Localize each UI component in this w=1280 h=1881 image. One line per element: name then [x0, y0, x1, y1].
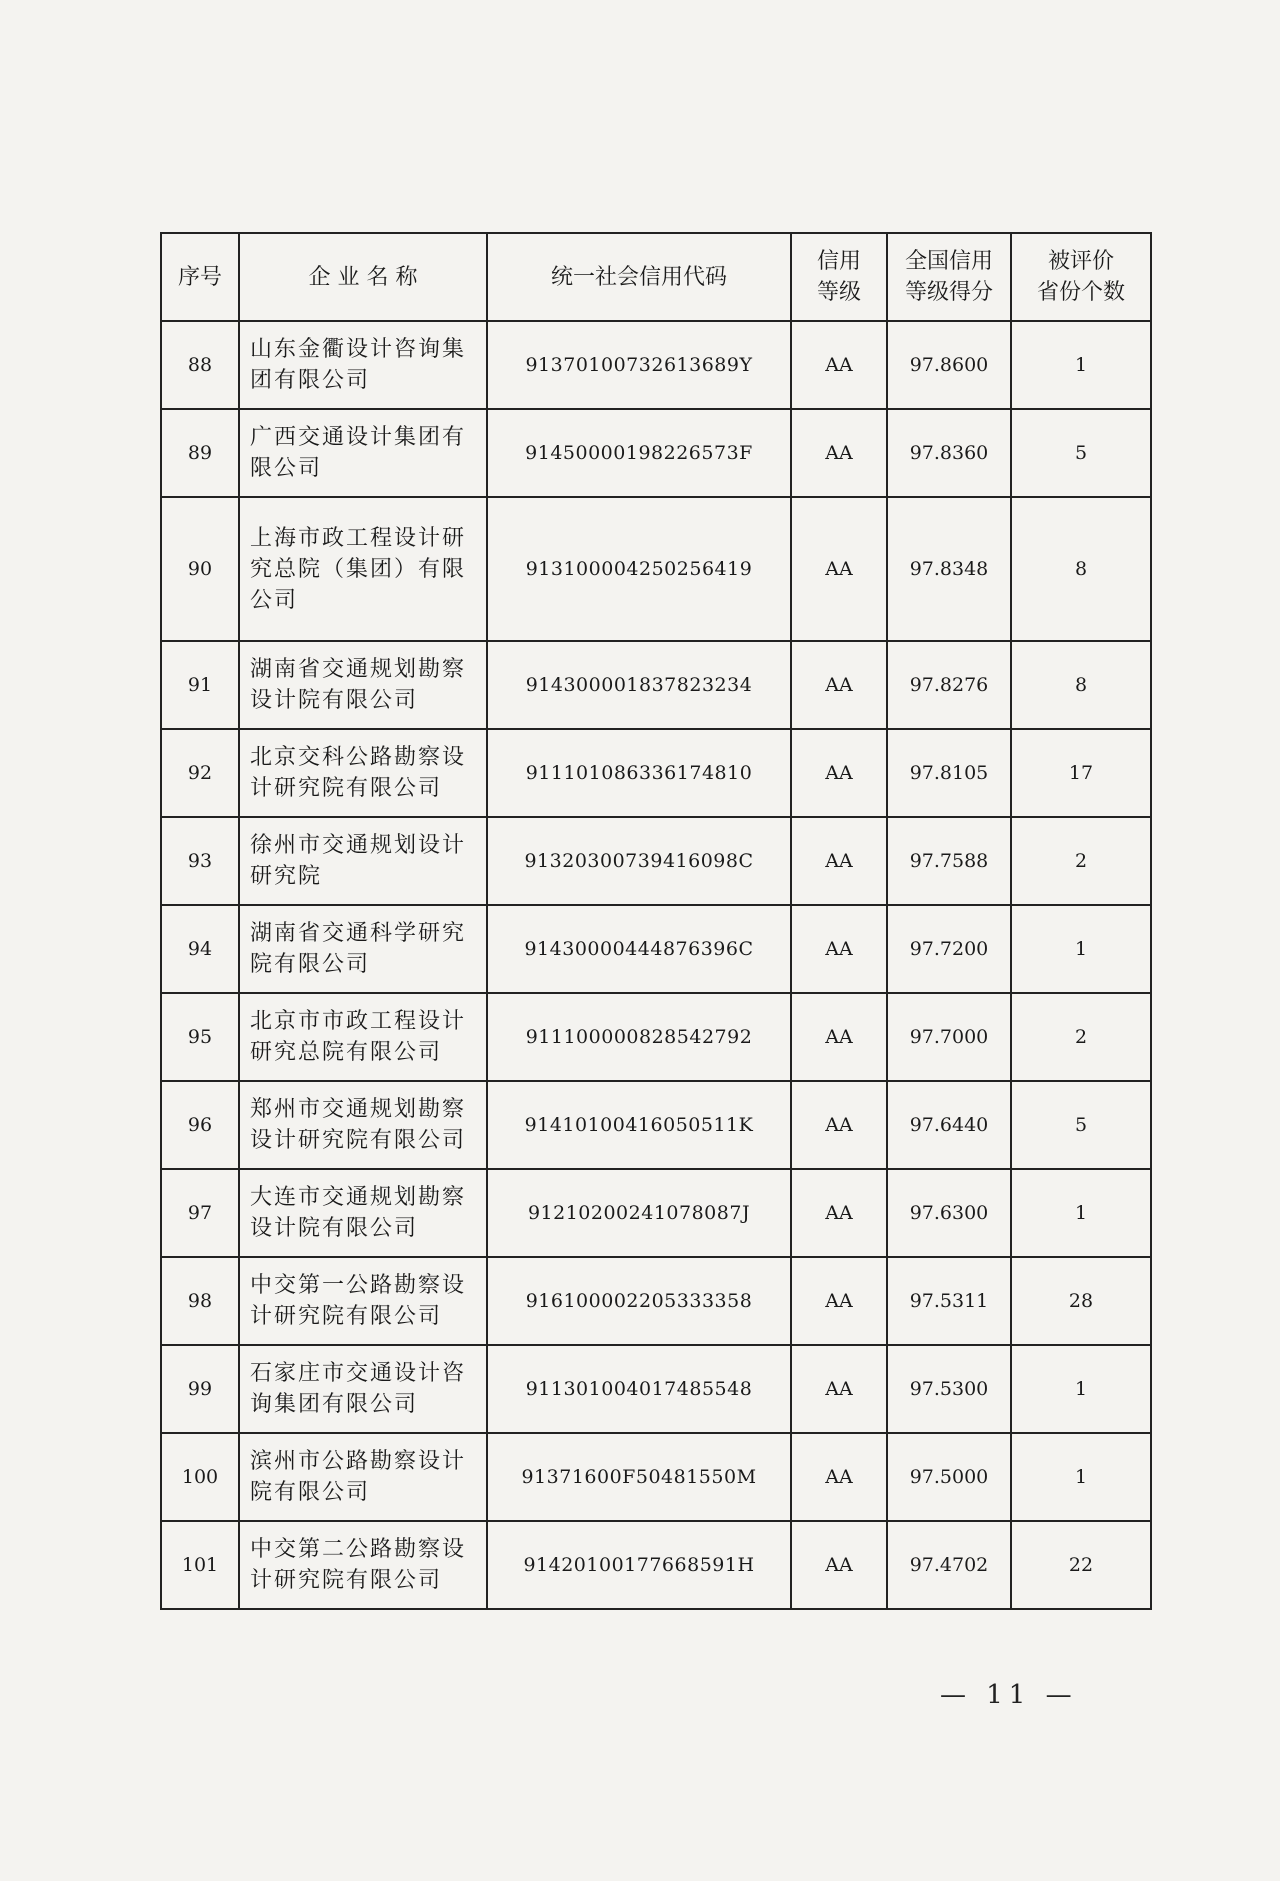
cell-name: 北京市市政工程设计研究总院有限公司: [239, 993, 487, 1081]
cell-score: 97.8600: [887, 321, 1011, 409]
cell-seq: 96: [161, 1081, 239, 1169]
header-score: [887, 233, 1011, 321]
cell-score: 97.7200: [887, 905, 1011, 993]
cell-grade: AA: [791, 641, 887, 729]
cell-provinces: 5: [1011, 409, 1151, 497]
table-header-row: [161, 233, 1151, 321]
enterprise-credit-table: [160, 232, 1152, 1610]
cell-code: 91370100732613689Y: [487, 321, 791, 409]
cell-provinces: 22: [1011, 1521, 1151, 1609]
cell-grade: AA: [791, 817, 887, 905]
cell-name: 湖南省交通科学研究院有限公司: [239, 905, 487, 993]
cell-provinces: 8: [1011, 497, 1151, 641]
cell-provinces: 5: [1011, 1081, 1151, 1169]
cell-name: 中交第二公路勘察设计研究院有限公司: [239, 1521, 487, 1609]
cell-grade: AA: [791, 1433, 887, 1521]
cell-name: 广西交通设计集团有限公司: [239, 409, 487, 497]
cell-grade: AA: [791, 993, 887, 1081]
cell-provinces: 2: [1011, 817, 1151, 905]
cell-name: 滨州市公路勘察设计院有限公司: [239, 1433, 487, 1521]
cell-grade: AA: [791, 409, 887, 497]
cell-grade: AA: [791, 905, 887, 993]
cell-seq: 88: [161, 321, 239, 409]
cell-code: 916100002205333358: [487, 1257, 791, 1345]
cell-grade: AA: [791, 1257, 887, 1345]
table-row: [161, 1081, 1151, 1169]
cell-score: 97.7000: [887, 993, 1011, 1081]
cell-grade: AA: [791, 1521, 887, 1609]
header-score-line2: 等级得分: [904, 280, 993, 305]
header-grade-line2: 等级: [816, 280, 861, 305]
cell-provinces: 1: [1011, 1169, 1151, 1257]
cell-provinces: 1: [1011, 905, 1151, 993]
table-row: [161, 1257, 1151, 1345]
cell-grade: AA: [791, 1345, 887, 1433]
table-row: [161, 1433, 1151, 1521]
header-name: 企 业 名 称: [239, 233, 487, 321]
cell-seq: 90: [161, 497, 239, 641]
cell-code: 911100000828542792: [487, 993, 791, 1081]
table-row: [161, 905, 1151, 993]
cell-name: 上海市政工程设计研究总院（集团）有限公司: [239, 497, 487, 641]
header-provinces-line1: 被评价: [1047, 249, 1114, 274]
cell-seq: 99: [161, 1345, 239, 1433]
cell-provinces: 17: [1011, 729, 1151, 817]
table-row: [161, 1521, 1151, 1609]
cell-name: 中交第一公路勘察设计研究院有限公司: [239, 1257, 487, 1345]
cell-score: 97.8360: [887, 409, 1011, 497]
cell-name: 徐州市交通规划设计研究院: [239, 817, 487, 905]
cell-provinces: 1: [1011, 321, 1151, 409]
cell-score: 97.6300: [887, 1169, 1011, 1257]
header-grade: [791, 233, 887, 321]
cell-name: 石家庄市交通设计咨询集团有限公司: [239, 1345, 487, 1433]
cell-seq: 95: [161, 993, 239, 1081]
cell-seq: 94: [161, 905, 239, 993]
header-provinces: [1011, 233, 1151, 321]
cell-seq: 97: [161, 1169, 239, 1257]
cell-code: 91450000198226573F: [487, 409, 791, 497]
cell-name: 郑州市交通规划勘察设计研究院有限公司: [239, 1081, 487, 1169]
table-row: [161, 729, 1151, 817]
cell-code: 91410100416050511K: [487, 1081, 791, 1169]
table-row: [161, 641, 1151, 729]
cell-seq: 91: [161, 641, 239, 729]
cell-provinces: 28: [1011, 1257, 1151, 1345]
cell-provinces: 1: [1011, 1345, 1151, 1433]
cell-grade: AA: [791, 729, 887, 817]
cell-name: 山东金衢设计咨询集团有限公司: [239, 321, 487, 409]
header-grade-line1: 信用: [816, 249, 861, 274]
cell-score: 97.6440: [887, 1081, 1011, 1169]
cell-grade: AA: [791, 1081, 887, 1169]
header-seq: 序号: [161, 233, 239, 321]
cell-score: 97.8276: [887, 641, 1011, 729]
cell-name: 湖南省交通规划勘察设计院有限公司: [239, 641, 487, 729]
cell-score: 97.5311: [887, 1257, 1011, 1345]
cell-score: 97.7588: [887, 817, 1011, 905]
cell-score: 97.5000: [887, 1433, 1011, 1521]
table-row: [161, 1345, 1151, 1433]
cell-grade: AA: [791, 321, 887, 409]
table-row: [161, 1169, 1151, 1257]
cell-seq: 89: [161, 409, 239, 497]
cell-seq: 93: [161, 817, 239, 905]
header-score-line1: 全国信用: [904, 249, 993, 274]
cell-code: 91371600F50481550M: [487, 1433, 791, 1521]
header-provinces-line2: 省份个数: [1036, 280, 1125, 305]
cell-score: 97.8105: [887, 729, 1011, 817]
table-row: [161, 993, 1151, 1081]
cell-code: 911101086336174810: [487, 729, 791, 817]
cell-code: 913100004250256419: [487, 497, 791, 641]
cell-provinces: 2: [1011, 993, 1151, 1081]
cell-code: 91210200241078087J: [487, 1169, 791, 1257]
cell-seq: 98: [161, 1257, 239, 1345]
cell-name: 大连市交通规划勘察设计院有限公司: [239, 1169, 487, 1257]
cell-name: 北京交科公路勘察设计研究院有限公司: [239, 729, 487, 817]
cell-score: 97.5300: [887, 1345, 1011, 1433]
table-row: [161, 409, 1151, 497]
cell-code: 91430000444876396C: [487, 905, 791, 993]
table-row: [161, 497, 1151, 641]
cell-score: 97.4702: [887, 1521, 1011, 1609]
cell-code: 91420100177668591H: [487, 1521, 791, 1609]
cell-seq: 92: [161, 729, 239, 817]
header-code: 统一社会信用代码: [487, 233, 791, 321]
cell-provinces: 8: [1011, 641, 1151, 729]
cell-grade: AA: [791, 497, 887, 641]
cell-code: 914300001837823234: [487, 641, 791, 729]
table-row: [161, 321, 1151, 409]
table-row: [161, 817, 1151, 905]
cell-code: 911301004017485548: [487, 1345, 791, 1433]
cell-provinces: 1: [1011, 1433, 1151, 1521]
cell-seq: 101: [161, 1521, 239, 1609]
cell-grade: AA: [791, 1169, 887, 1257]
cell-seq: 100: [161, 1433, 239, 1521]
page-number: — 11 —: [940, 1680, 1078, 1710]
cell-score: 97.8348: [887, 497, 1011, 641]
cell-code: 91320300739416098C: [487, 817, 791, 905]
